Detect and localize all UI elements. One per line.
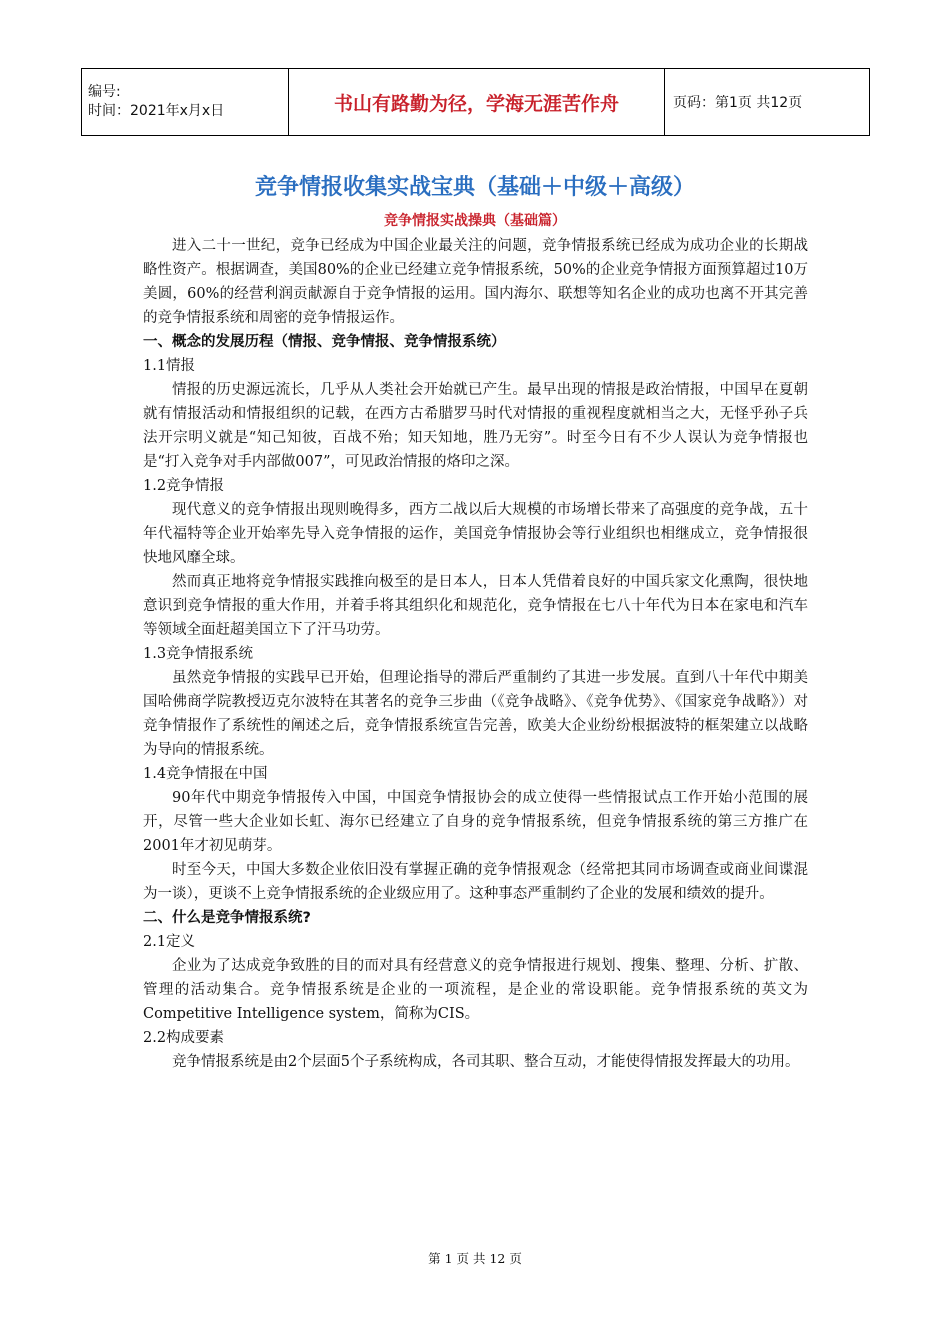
- header-date: 时间：2021年x月x日: [88, 103, 225, 119]
- body-paragraph: 虽然竞争情报的实践早已开始，但理论指导的滞后严重制约了其进一步发展。直到八十年代中期美国哈佛商学院教授迈克尔波特在其著名的竞争三步曲（《竞争战略》、《竞争优势》、《国家竞争战略》）对竞争情报作了系统性的阐述之后，竞争情报系统宣告完善，欧美大企业纷纷根据波特的框架建立以战略为导向的情报系统。: [143, 670, 808, 758]
- header-motto: 书山有路勤为径，学海无涯苦作舟: [289, 69, 665, 136]
- body-paragraph: 情报的历史源远流长，几乎从人类社会开始就已产生。最早出现的情报是政治情报，中国早在夏朝就有情报活动和情报组织的记载，在西方古希腊罗马时代对情报的重视程度就相当之大，无怪乎孙子兵法开宗明义就是“知己知彼，百战不殆；知天知地，胜乃无穷”。时至今日有不少人误认为竞争情报也是“打入竞争对手内部做007”，可见政治情报的烙印之深。: [143, 382, 808, 470]
- subsection-heading: 1.4竞争情报在中国: [143, 766, 268, 782]
- body-paragraph: 90年代中期竞争情报传入中国，中国竞争情报协会的成立使得一些情报试点工作开始小范围的展开，尽管一些大企业如长虹、海尔已经建立了自身的竞争情报系统，但竞争情报系统的第三方推广在2001年才初见萌芽。: [143, 790, 808, 854]
- header-meta-cell: [82, 69, 289, 136]
- section-heading: 二、什么是竞争情报系统?: [143, 910, 311, 926]
- body-paragraph: 竞争情报系统是由2个层面5个子系统构成，各司其职、整合互动，才能使得情报发挥最大的功用。: [172, 1054, 800, 1070]
- section-heading: 一、概念的发展历程（情报、竞争情报、竞争情报系统）: [143, 334, 506, 350]
- document-title: 竞争情报收集实战宝典（基础＋中级＋高级）: [254, 175, 695, 200]
- body-paragraph: 进入二十一世纪，竞争已经成为中国企业最关注的问题，竞争情报系统已经成为成功企业的长期战略性资产。根据调查，美国80%的企业已经建立竞争情报系统，50%的企业竞争情报方面预算超过10万美圆，60%的经营利润贡献源自于竞争情报的运用。国内海尔、联想等知名企业的成功也离不开其完善的竞争情报系统和周密的竞争情报运作。: [143, 238, 808, 326]
- body-paragraph: 企业为了达成竞争致胜的目的而对具有经营意义的竞争情报进行规划、搜集、整理、分析、扩散、管理的活动集合。竞争情报系统是企业的一项流程，是企业的常设职能。竞争情报系统的英文为Competitive Intelligence system，简称为CIS。: [143, 958, 808, 1022]
- subsection-heading: 2.2构成要素: [143, 1030, 225, 1046]
- subsection-heading: 1.1情报: [143, 358, 196, 374]
- subsection-heading: 2.1定义: [143, 934, 196, 950]
- document-header: [81, 68, 870, 136]
- document-subtitle: 竞争情报实战操典（基础篇）: [384, 213, 566, 229]
- page-footer: 第 1 页 共 12 页: [428, 1251, 522, 1266]
- header-number-label: 编号:: [88, 84, 121, 100]
- document-body: [143, 234, 808, 1074]
- body-paragraph: 然而真正地将竞争情报实践推向极至的是日本人，日本人凭借着良好的中国兵家文化熏陶，很快地意识到竞争情报的重大作用，并着手将其组织化和规范化，竞争情报在七八十年代为日本在家电和汽车等领域全面赶超美国立下了汗马功劳。: [143, 574, 808, 638]
- body-paragraph: 现代意义的竞争情报出现则晚得多，西方二战以后大规模的市场增长带来了高强度的竞争战，五十年代福特等企业开始率先导入竞争情报的运作，美国竞争情报协会等行业组织也相继成立，竞争情报很快地风靡全球。: [143, 502, 808, 566]
- subsection-heading: 1.2竞争情报: [143, 478, 225, 494]
- header-page-info: 页码：第1页 共12页: [665, 69, 870, 136]
- subsection-heading: 1.3竞争情报系统: [143, 646, 254, 662]
- body-paragraph: 时至今天，中国大多数企业依旧没有掌握正确的竞争情报观念（经常把其同市场调查或商业间谍混为一谈），更谈不上竞争情报系统的企业级应用了。这种事态严重制约了企业的发展和绩效的提升。: [143, 862, 808, 902]
